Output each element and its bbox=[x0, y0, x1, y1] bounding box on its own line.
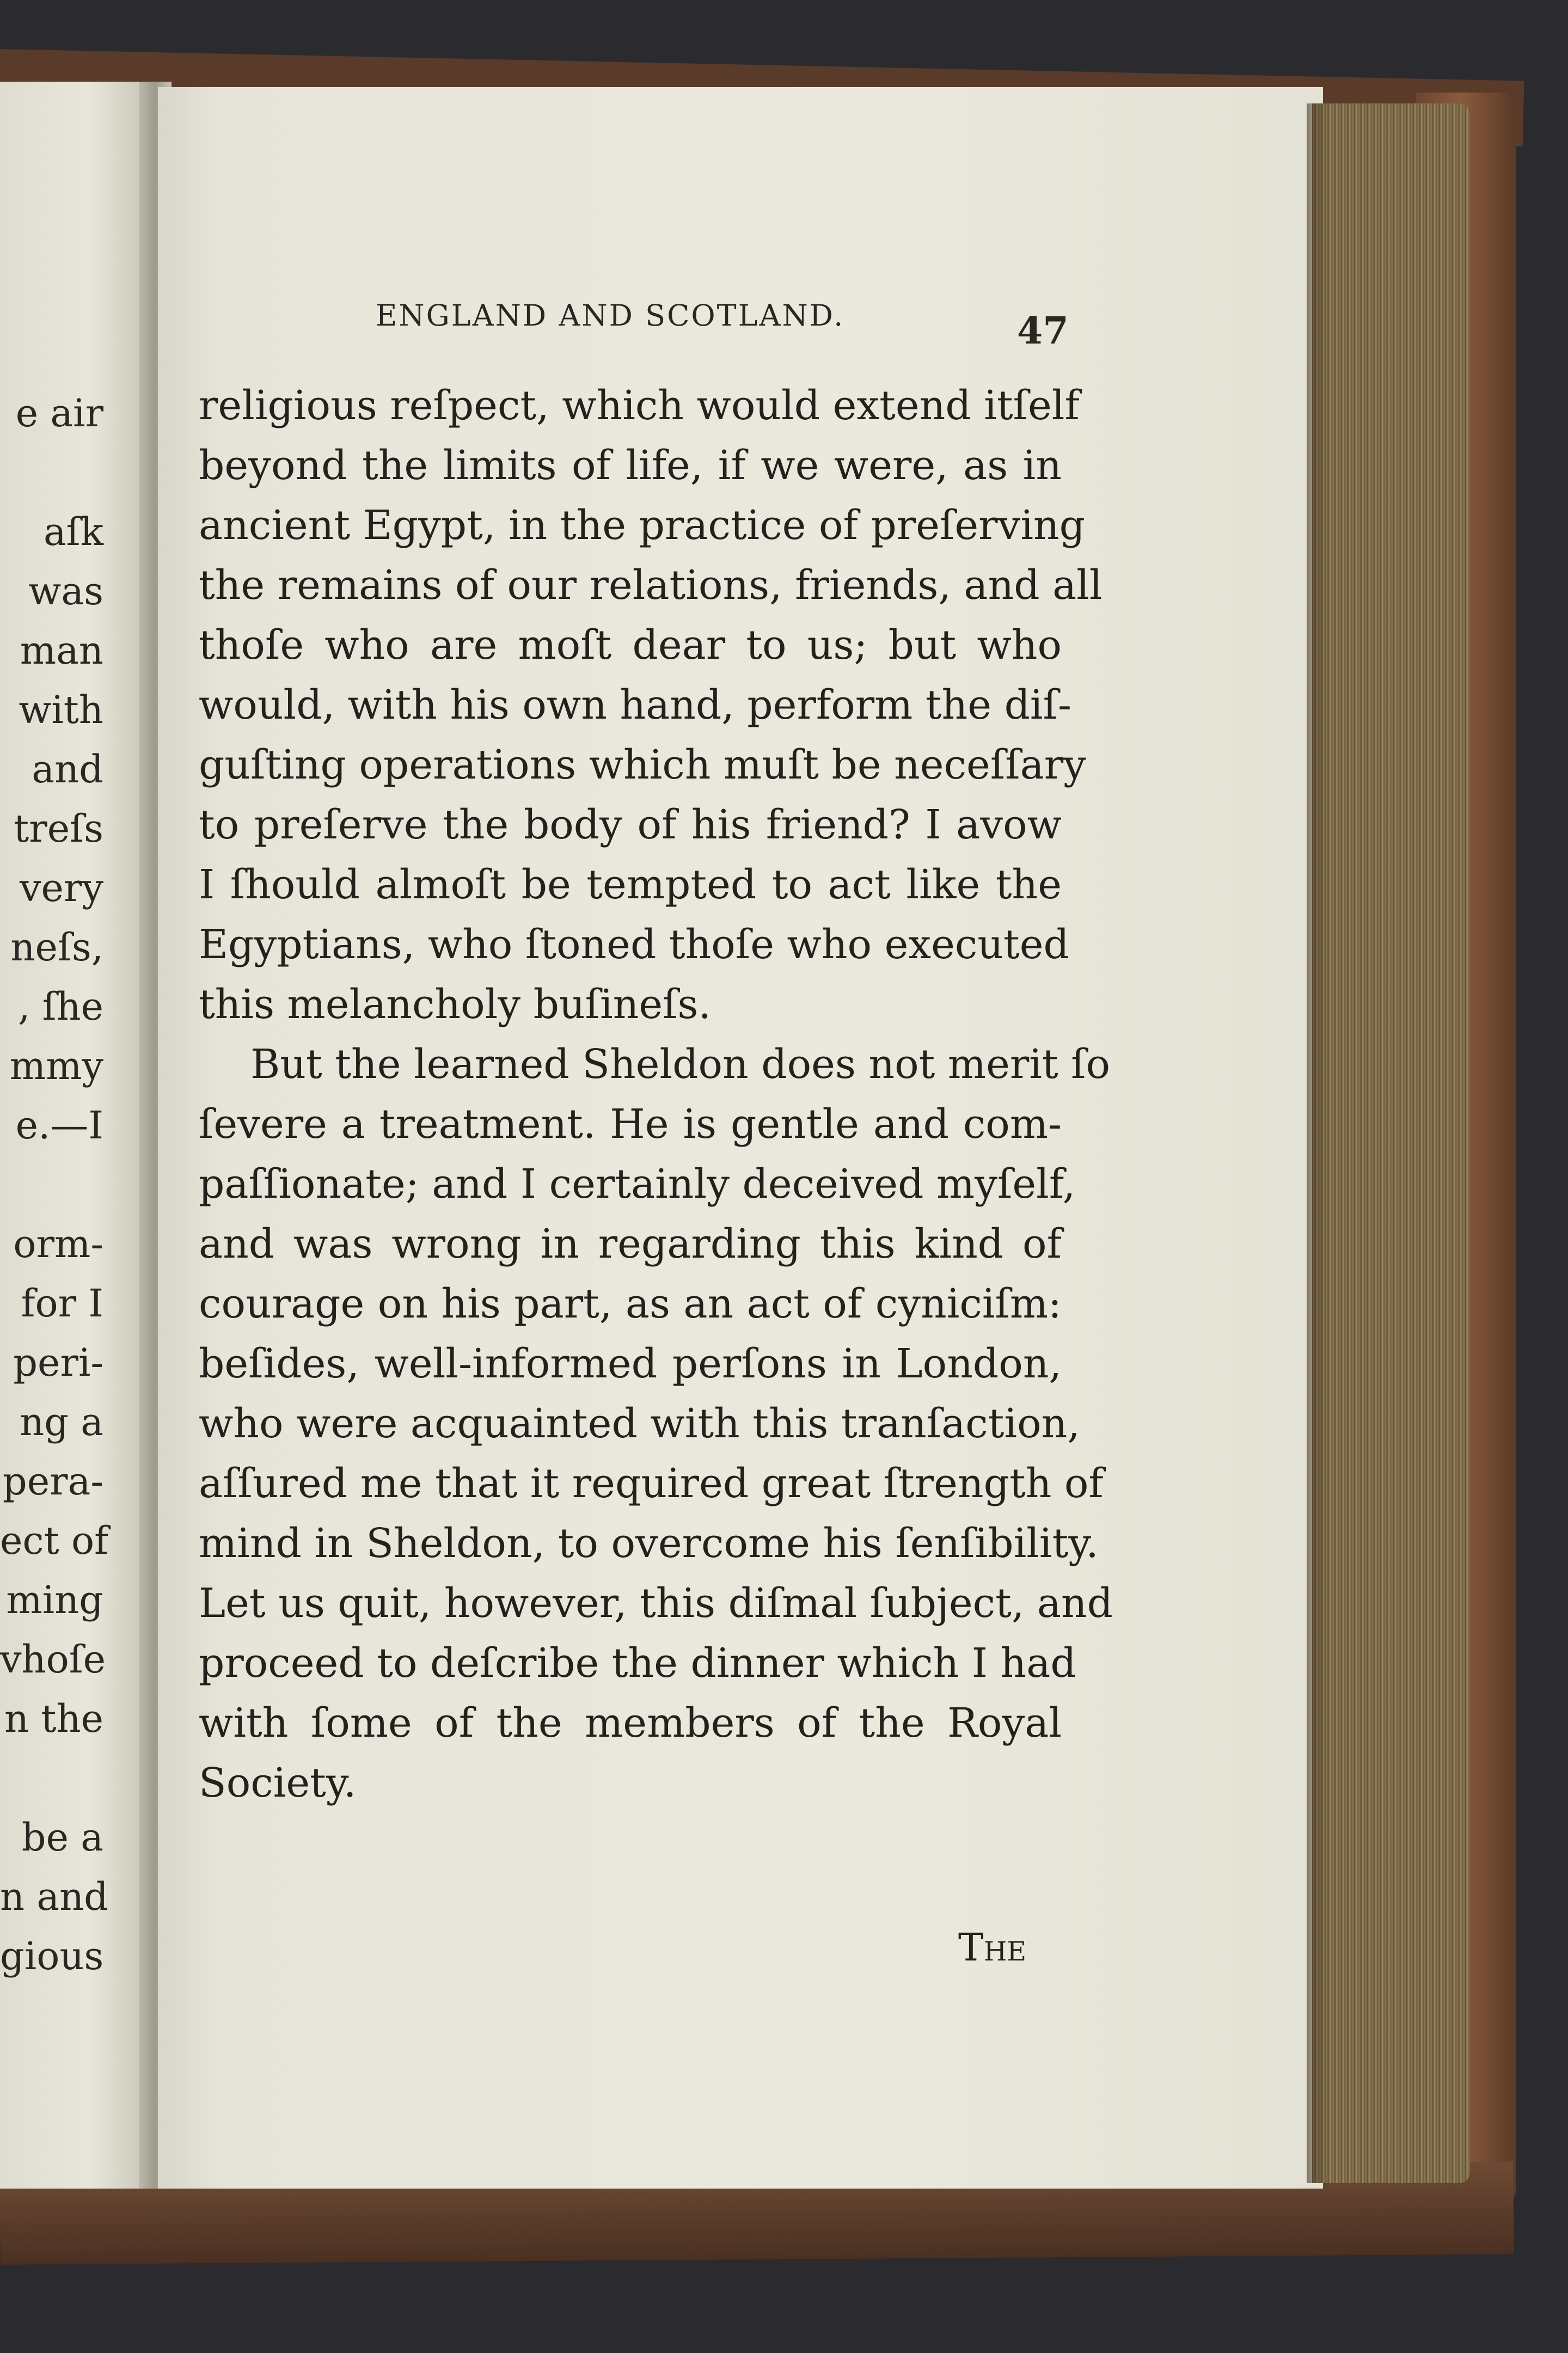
text-line: with ſome of the members of the Royal bbox=[199, 1700, 1062, 1747]
left-page-line: gious bbox=[0, 1934, 104, 1978]
left-page-line: and bbox=[32, 747, 103, 792]
text-line: thoſe who are moſt dear to us; but who bbox=[199, 622, 1062, 669]
text-line: beyond the limits of life, if we were, as in bbox=[199, 442, 1062, 489]
left-page bbox=[0, 82, 150, 2189]
left-page-line bbox=[0, 1749, 103, 1808]
text-line: guſting operations which muſt be neceſſary bbox=[199, 742, 1086, 788]
left-page-line: pera- bbox=[2, 1459, 103, 1504]
page-number: 47 bbox=[1017, 309, 1069, 353]
text-line: and was wrong in regarding this kind of bbox=[199, 1221, 1062, 1267]
text-line: aſſured me that it required great ſtrength of bbox=[199, 1460, 1104, 1507]
text-line: who were acquainted with this tranſaction, bbox=[199, 1400, 1080, 1447]
left-page-line: was bbox=[28, 569, 103, 614]
left-page-line: ng a bbox=[20, 1400, 103, 1444]
left-page-line: man bbox=[20, 628, 103, 673]
left-page-line: e air bbox=[15, 391, 103, 436]
left-page-line: vhoſe bbox=[0, 1637, 106, 1682]
left-page-line: e.—I bbox=[15, 1103, 103, 1148]
text-line: religious reſpect, which would extend itſelf bbox=[199, 382, 1080, 429]
left-page-line: n and bbox=[0, 1874, 108, 1919]
left-page-line: aſk bbox=[43, 510, 103, 554]
text-line: ancient Egypt, in the practice of preſerving bbox=[199, 502, 1086, 549]
page-edges bbox=[1312, 103, 1470, 2183]
text-line: ſevere a treatment. He is gentle and com- bbox=[199, 1101, 1062, 1148]
left-page-line bbox=[0, 443, 103, 503]
text-line: would, with his own hand, perform the diſ- bbox=[199, 682, 1071, 728]
text-line: I ſhould almoſt be tempted to act like the bbox=[199, 861, 1062, 908]
left-page-line: neſs, bbox=[10, 925, 103, 970]
text-line: But the learned Sheldon does not merit ſo bbox=[250, 1041, 1111, 1088]
left-page-line: be a bbox=[21, 1815, 103, 1860]
text-line: this melancholy buſineſs. bbox=[199, 981, 712, 1028]
text-line: beſides, well-informed perſons in London, bbox=[199, 1340, 1062, 1387]
left-page-line: n the bbox=[4, 1696, 103, 1741]
left-page-line: treſs bbox=[14, 806, 103, 851]
text-line: paſſionate; and I certainly deceived myſelf, bbox=[199, 1161, 1076, 1208]
catchword: The bbox=[958, 1925, 1027, 1970]
text-line: Society. bbox=[199, 1760, 357, 1806]
left-page-line bbox=[0, 1155, 103, 1215]
left-page-line: orm- bbox=[13, 1222, 103, 1266]
text-line: mind in Sheldon, to overcome his ſenſibility. bbox=[199, 1520, 1099, 1567]
left-page-line: ect of bbox=[0, 1518, 109, 1563]
text-line: courage on his part, as an act of cyniciſm: bbox=[199, 1280, 1062, 1327]
text-line: to preſerve the body of his friend? I avow bbox=[199, 801, 1062, 848]
left-page-line: peri- bbox=[13, 1340, 103, 1385]
running-title: ENGLAND AND SCOTLAND. bbox=[376, 298, 845, 333]
text-line: proceed to deſcribe the dinner which I had bbox=[199, 1640, 1076, 1687]
left-page-line: very bbox=[20, 866, 103, 910]
text-line: Egyptians, who ſtoned thoſe who executed bbox=[199, 921, 1069, 968]
text-line: the remains of our relations, friends, and all bbox=[199, 562, 1102, 609]
body-text bbox=[199, 376, 1113, 1813]
page-edges-shadow bbox=[1307, 103, 1328, 2183]
left-page-line: with bbox=[19, 688, 103, 732]
left-page-text bbox=[0, 384, 109, 1986]
left-page-line: ming bbox=[6, 1578, 103, 1622]
text-line: Let us quit, however, this diſmal ſubject, and bbox=[199, 1580, 1113, 1627]
left-page-line: for I bbox=[21, 1281, 103, 1326]
left-page-line: , ſhe bbox=[18, 984, 103, 1029]
left-page-line: mmy bbox=[9, 1044, 103, 1088]
